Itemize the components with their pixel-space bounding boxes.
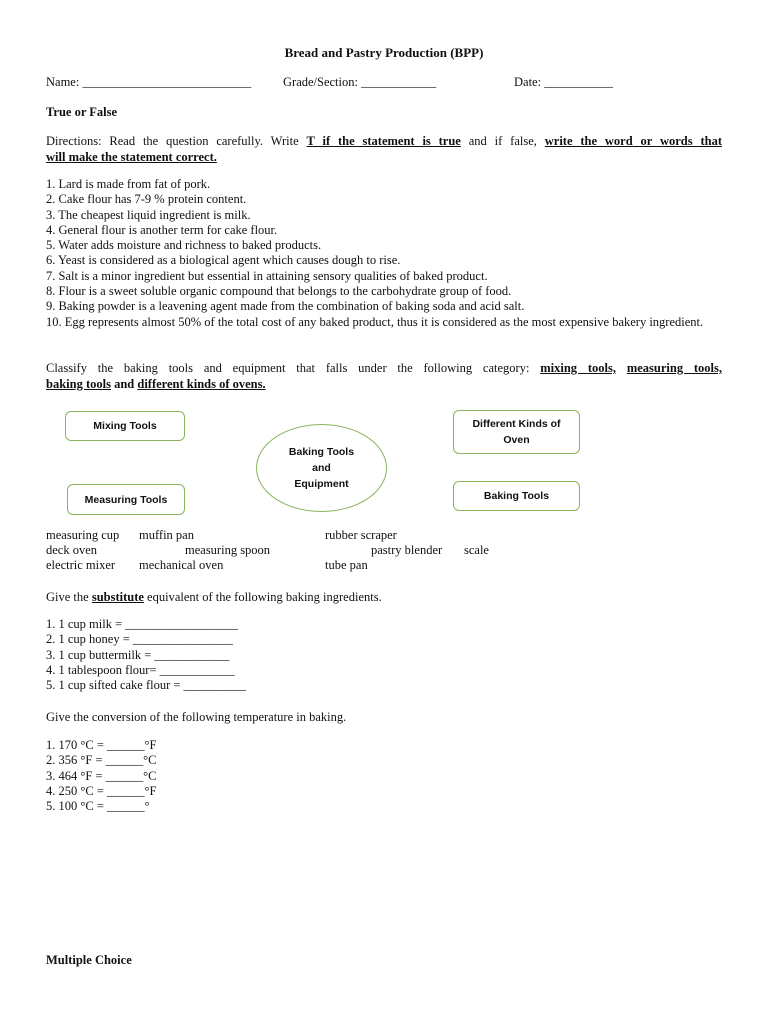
directions-true-rule: T if the statement is true bbox=[306, 134, 461, 148]
center-line: Baking Tools bbox=[288, 446, 355, 458]
list-item[interactable]: 1. 1 cup milk = __________________ bbox=[46, 617, 238, 631]
date-label: Date: bbox=[514, 75, 542, 89]
list-item[interactable]: 3. 464 °F = ______°C bbox=[46, 768, 157, 783]
directions-prefix: Directions: Read the question carefully. Write bbox=[46, 134, 307, 148]
list-item[interactable]: 2. 356 °F = ______°C bbox=[46, 753, 157, 768]
word-scale: scale bbox=[464, 543, 489, 557]
name-blank: ___________________________ bbox=[82, 75, 252, 89]
conversion-list bbox=[46, 738, 722, 814]
word-deck-oven: deck oven bbox=[46, 543, 98, 557]
multiple-choice-heading: Multiple Choice bbox=[46, 953, 132, 967]
page-title: Bread and Pastry Production (BPP) bbox=[284, 45, 484, 60]
center-line: Equipment bbox=[294, 478, 349, 490]
directions-false-rule-b: will make the statement correct. bbox=[46, 149, 217, 164]
list-item[interactable]: 4. 1 tablespoon flour= ____________ bbox=[46, 662, 235, 677]
list-item: 9. Baking powder is a leavening agent made from the combination of baking soda and acid salt. bbox=[46, 299, 525, 314]
directions-false-rule-a: write the word or words that bbox=[544, 134, 723, 148]
name-field[interactable] bbox=[46, 75, 251, 90]
grade-blank: ____________ bbox=[361, 75, 437, 89]
oven-box-line: Oven bbox=[503, 434, 530, 446]
list-item: 5. Water adds moisture and richness to baked products. bbox=[46, 238, 322, 253]
substitute-intro-prefix: Give the bbox=[46, 590, 92, 604]
category-mixing: mixing tools, bbox=[540, 361, 616, 375]
list-item: 7. Salt is a minor ingredient but essential in attaining sensory qualities of baked product. bbox=[46, 268, 488, 283]
directions-mid: and if false, bbox=[460, 134, 545, 148]
list-item: 2. Cake flour has 7-9 % protein content. bbox=[46, 192, 247, 207]
list-item[interactable]: 2. 1 cup honey = ________________ bbox=[46, 632, 233, 647]
word-rubber-scraper: rubber scraper bbox=[325, 528, 397, 542]
category-and: and bbox=[114, 376, 135, 391]
list-item: 10. Egg represents almost 50% of the total cost of any baked product, thus it is considered as the most expensive bakery ingredient. bbox=[46, 314, 704, 329]
category-baking: baking tools bbox=[46, 376, 111, 391]
different-kinds-of-oven-box bbox=[453, 410, 580, 454]
conversion-instructions: Give the conversion of the following temperature in baking. bbox=[46, 710, 347, 724]
substitute-keyword: substitute bbox=[91, 590, 144, 604]
list-item[interactable]: 5. 1 cup sifted cake flour = __________ bbox=[46, 678, 247, 693]
word-electric-mixer: electric mixer bbox=[46, 558, 116, 572]
word-muffin-pan: muffin pan bbox=[139, 528, 194, 542]
list-item: 1. Lard is made from fat of pork. bbox=[46, 177, 211, 191]
true-false-list bbox=[46, 177, 722, 330]
list-item[interactable]: 3. 1 cup buttermilk = ____________ bbox=[46, 647, 230, 662]
grade-label: Grade/Section: bbox=[283, 75, 358, 89]
name-label: Name: bbox=[46, 75, 80, 89]
baking-tools-box: Baking Tools bbox=[453, 481, 580, 511]
mixing-tools-box: Mixing Tools bbox=[65, 411, 185, 441]
word-measuring-cup: measuring cup bbox=[46, 528, 120, 542]
classify-intro: Classify the baking tools and equipment that falls under the following category: bbox=[46, 361, 530, 375]
word-mechanical-oven: mechanical oven bbox=[139, 558, 224, 572]
center-line: and bbox=[312, 462, 331, 474]
substitute-instructions bbox=[46, 590, 382, 605]
word-pastry-blender: pastry blender bbox=[371, 543, 443, 557]
true-false-directions bbox=[46, 134, 722, 165]
date-blank: ___________ bbox=[544, 75, 613, 89]
true-false-heading: True or False bbox=[46, 105, 118, 119]
substitute-list bbox=[46, 617, 722, 693]
date-field[interactable] bbox=[514, 75, 613, 90]
category-measuring: measuring tools, bbox=[626, 361, 722, 375]
list-item[interactable]: 4. 250 °C = ______°F bbox=[46, 783, 157, 798]
oven-box-line: Different Kinds of bbox=[472, 418, 561, 430]
list-item: 4. General flour is another term for cake flour. bbox=[46, 222, 278, 237]
grade-section-field[interactable] bbox=[283, 75, 436, 90]
word-measuring-spoon: measuring spoon bbox=[185, 543, 271, 557]
classify-instructions bbox=[46, 361, 722, 392]
list-item[interactable]: 1. 170 °C = ______°F bbox=[46, 738, 157, 752]
category-ovens: different kinds of ovens. bbox=[137, 376, 266, 391]
substitute-intro-suffix: equivalent of the following baking ingredients. bbox=[143, 590, 382, 604]
list-item: 8. Flour is a sweet soluble organic compound that belongs to the carbohydrate group of food. bbox=[46, 284, 512, 299]
list-item: 3. The cheapest liquid ingredient is milk. bbox=[46, 207, 251, 222]
measuring-tools-box: Measuring Tools bbox=[67, 484, 185, 515]
list-item[interactable]: 5. 100 °C = ______° bbox=[46, 799, 150, 814]
list-item: 6. Yeast is considered as a biological agent which causes dough to rise. bbox=[46, 253, 401, 268]
word-tube-pan: tube pan bbox=[325, 558, 368, 572]
baking-tools-equipment-center bbox=[256, 424, 387, 512]
